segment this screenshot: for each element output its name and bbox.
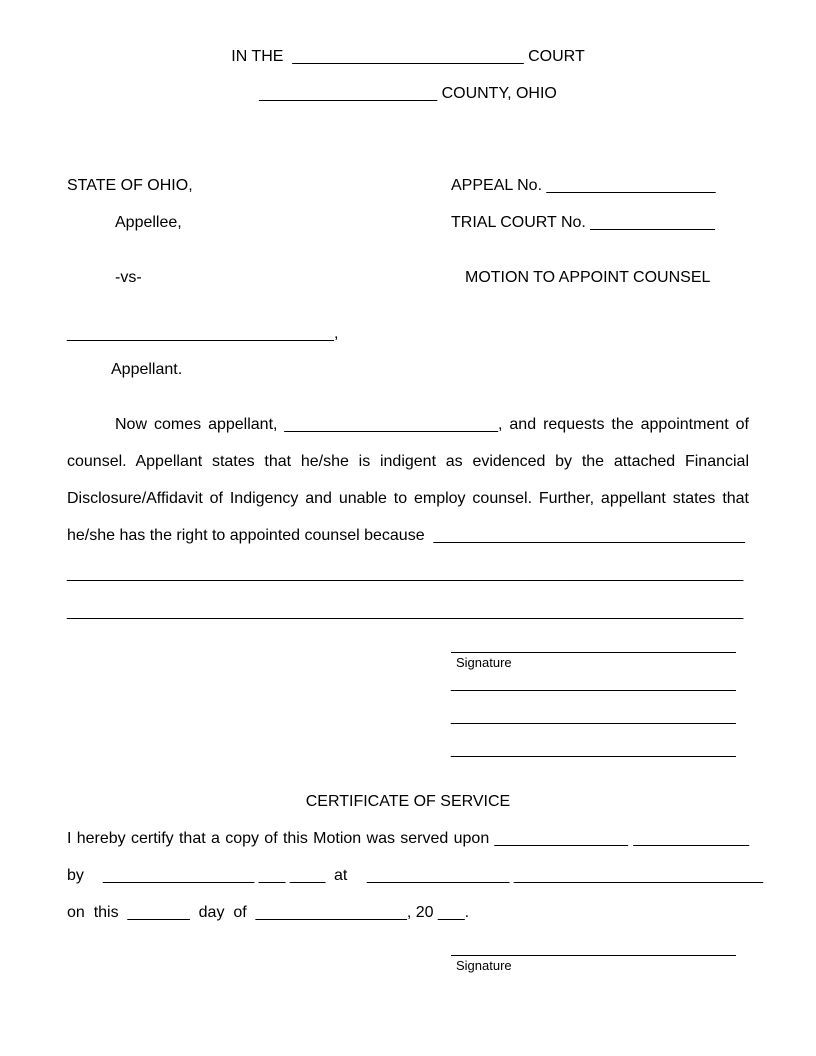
court-line: IN THE __________________________ COURT (231, 48, 585, 65)
party2-role: Appellant. (111, 361, 183, 378)
certificate-signature-rule (451, 955, 736, 956)
signature-rule (451, 652, 736, 653)
body-line-2 (67, 453, 749, 489)
party2-blank: ______________________________, (67, 325, 339, 342)
party1-role: Appellee, (115, 214, 182, 231)
certificate-line-3: on this _______ day of _________________, 20 ___. (67, 904, 470, 921)
certificate-title: CERTIFICATE OF SERVICE (305, 793, 511, 810)
body-line-3-text: Disclosure/Affidavit of Indigency and unable to employ counsel. Further, appellant states that (67, 490, 749, 507)
trial-court-number: TRIAL COURT No. ______________ (451, 214, 715, 231)
signature-blank-2: ________________________________ (451, 708, 736, 725)
signature-blank-3: ________________________________ (451, 741, 736, 758)
body-line-2-text: counsel. Appellant states that he/she is indigent as evidenced by the attached Financial (67, 453, 749, 470)
motion-title: MOTION TO APPOINT COUNSEL (465, 269, 711, 286)
body-line-1 (67, 416, 749, 452)
certificate-at-blank: ________________ ____________________________ (367, 867, 763, 884)
signature-blank-1: ________________________________ (451, 675, 736, 692)
county-line: ____________________ COUNTY, OHIO (259, 85, 557, 102)
certificate-at-label: at (334, 867, 348, 884)
signature-label: Signature (456, 655, 512, 670)
appeal-number: APPEAL No. ___________________ (451, 177, 716, 194)
body-line-4: he/she has the right to appointed counsel because ___________________________________ (67, 527, 745, 544)
party1-name: STATE OF OHIO, (67, 177, 193, 194)
certificate-line-1-text: I hereby certify that a copy of this Motion was served upon _______________ _____________ (67, 830, 749, 847)
certificate-by-label: by (67, 867, 84, 884)
body-line-3 (67, 490, 749, 526)
versus-text: -vs- (115, 269, 142, 286)
body-blank-line-5: ____________________________________________________________________________ (67, 565, 744, 582)
body-line-1-text: Now comes appellant, ________________________, and requests the appointment of (115, 416, 749, 433)
certificate-signature-label: Signature (456, 958, 512, 973)
body-blank-line-6: ____________________________________________________________________________ (67, 603, 744, 620)
certificate-by-blank: _________________ ___ ____ (103, 867, 326, 884)
certificate-line-1 (67, 830, 749, 866)
